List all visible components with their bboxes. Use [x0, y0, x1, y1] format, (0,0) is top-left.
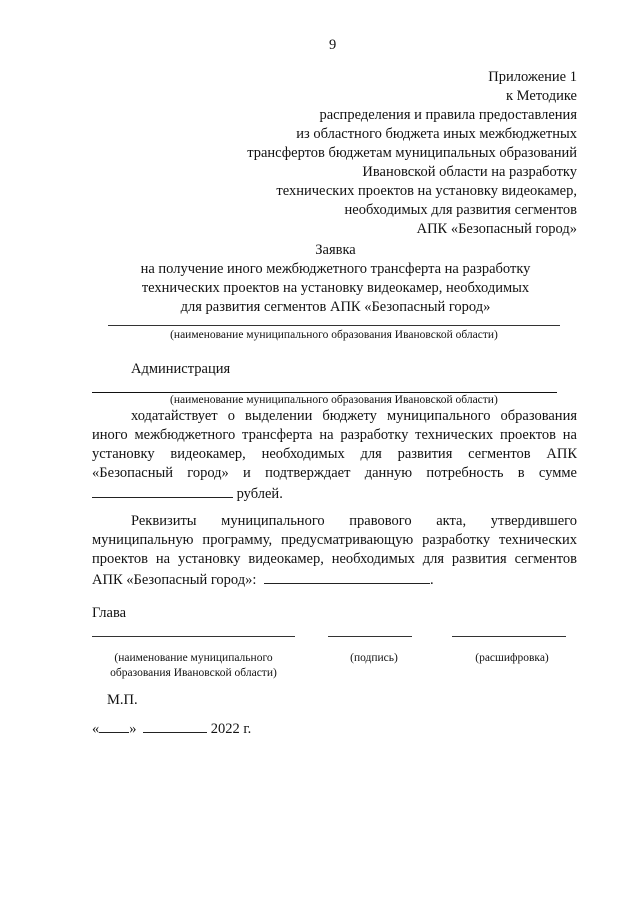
- requisites-last-label: АПК «Безопасный город»:: [92, 572, 257, 588]
- requisites-end: .: [430, 572, 434, 588]
- sig-caption-left-line: (наименование муниципального: [114, 652, 273, 664]
- page-number: 9: [329, 37, 337, 53]
- appendix-line: Приложение 1: [488, 69, 577, 85]
- appendix-line: из областного бюджета иных межбюджетных: [296, 126, 577, 142]
- appendix-line: технических проектов на установку видеокамер,: [276, 183, 577, 199]
- appendix-header: [247, 68, 577, 239]
- stamp-label: М.П.: [107, 692, 138, 708]
- sig-signature-line[interactable]: [328, 636, 412, 637]
- sig-name-line[interactable]: [92, 636, 295, 637]
- document-title: Заявка: [315, 242, 356, 258]
- appendix-line: трансфертов бюджетам муниципальных образований: [247, 145, 577, 161]
- date-year: 2022 г.: [210, 721, 252, 737]
- requisites-line: муниципальную программу, предусматривающую разработку технических: [92, 532, 577, 548]
- requisites-line: проектов на установку видеокамер, необходимых для развития сегментов: [92, 551, 577, 567]
- petition-line: установку видеокамер, необходимых для развития сегментов АПК: [92, 446, 577, 462]
- subtitle-line: для развития сегментов АПК «Безопасный город»: [180, 299, 491, 315]
- requisites-paragraph: [92, 512, 577, 590]
- date-open-quote: «: [92, 721, 100, 737]
- appendix-line: необходимых для развития сегментов: [344, 202, 577, 218]
- administration-caption: (наименование муниципального образования Ивановской области): [170, 394, 498, 406]
- date-row: [92, 718, 251, 739]
- municipality-caption: (наименование муниципального образования Ивановской области): [170, 329, 498, 341]
- subtitle-line: на получение иного межбюджетного трансферта на разработку: [140, 261, 531, 277]
- petition-paragraph: [92, 407, 577, 504]
- appendix-line: к Методике: [505, 88, 577, 104]
- rubles-label: рублей.: [236, 486, 283, 502]
- municipality-blank-line[interactable]: [108, 325, 560, 326]
- appendix-line: распределения и правила предоставления: [319, 107, 577, 123]
- head-label: Глава: [92, 605, 127, 621]
- administration-label: Администрация: [131, 361, 231, 377]
- sig-decode-line[interactable]: [452, 636, 566, 637]
- requisites-last-row: [92, 569, 577, 590]
- date-month-blank[interactable]: [143, 718, 207, 733]
- appendix-line: АПК «Безопасный город»: [416, 221, 577, 237]
- petition-line: иного межбюджетного трансферта на разработку технических проектов на: [92, 427, 577, 443]
- amount-row: [92, 483, 577, 504]
- sig-caption-left-line: образования Ивановской области): [110, 667, 277, 679]
- appendix-line: Ивановской области на разработку: [362, 164, 577, 180]
- document-subtitle: [0, 260, 639, 317]
- requisites-blank[interactable]: [264, 569, 430, 584]
- sig-caption-left: [92, 651, 295, 681]
- date-close-quote: »: [129, 721, 137, 737]
- date-day-blank[interactable]: [99, 718, 129, 733]
- amount-blank[interactable]: [92, 483, 233, 498]
- petition-line: «Безопасный город» и подтверждает данную потребность в сумме: [92, 465, 577, 481]
- requisites-line: Реквизиты муниципального правового акта, утвердившего: [131, 513, 577, 529]
- sig-caption-mid: (подпись): [350, 652, 398, 664]
- petition-line: ходатайствует о выделении бюджету муниципального образования: [131, 408, 577, 424]
- subtitle-line: технических проектов на установку видеокамер, необходимых: [141, 280, 530, 296]
- sig-caption-right: (расшифровка): [475, 652, 549, 664]
